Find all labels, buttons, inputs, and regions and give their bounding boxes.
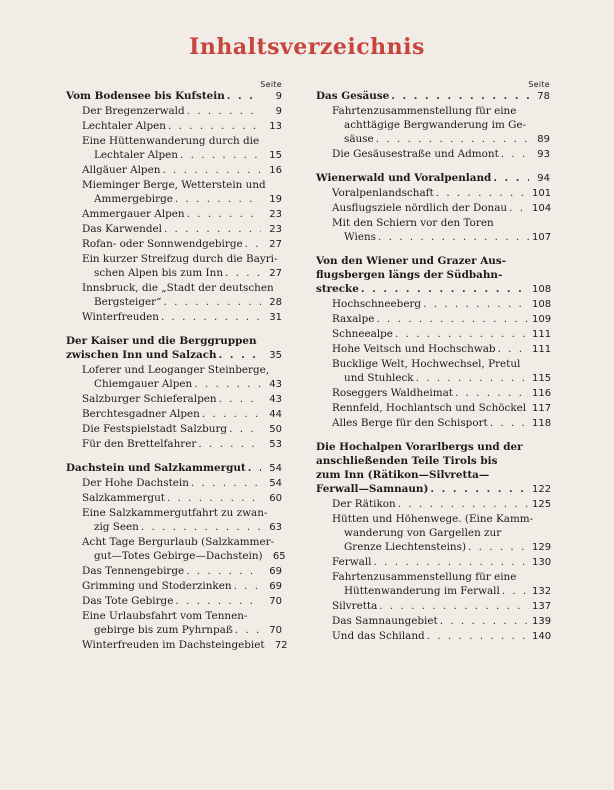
toc-entry-text: Ammergauer Alpen bbox=[82, 208, 185, 220]
toc-page-number: 111 bbox=[532, 329, 552, 340]
toc-entry bbox=[316, 371, 550, 386]
toc-entry-text: zig Seen bbox=[94, 521, 139, 533]
dot-leader bbox=[167, 491, 261, 505]
toc-entry-text: flugsbergen längs der Südbahn- bbox=[316, 269, 503, 281]
dot-leader bbox=[378, 230, 529, 244]
toc-entry-text: Der Hohe Dachstein bbox=[82, 477, 189, 489]
dot-leader bbox=[219, 348, 261, 362]
toc-entry-text: Lechtaler Alpen bbox=[82, 120, 166, 132]
toc-entry bbox=[66, 594, 282, 609]
toc-column-left bbox=[66, 80, 288, 653]
dot-leader bbox=[427, 629, 529, 643]
toc-page-number: 130 bbox=[532, 557, 552, 568]
toc-entry bbox=[316, 312, 550, 327]
toc-entry-text: Allgäuer Alpen bbox=[82, 164, 161, 176]
toc-page-number: 117 bbox=[532, 403, 552, 414]
toc-entry bbox=[66, 119, 282, 134]
toc-chapter-entry bbox=[316, 468, 550, 482]
toc-entry bbox=[66, 476, 282, 491]
toc-entry bbox=[316, 186, 550, 201]
toc-entry bbox=[66, 609, 282, 623]
toc-entry-text: achttägige Bergwanderung im Ge- bbox=[344, 119, 527, 131]
toc-chapter-entry bbox=[316, 254, 550, 268]
dot-leader bbox=[430, 482, 529, 496]
toc-entry-text: Wienerwald und Voralpenland bbox=[316, 172, 492, 184]
toc-entry bbox=[316, 629, 550, 644]
toc-entry-text: Chiemgauer Alpen bbox=[94, 378, 193, 390]
dot-leader bbox=[528, 401, 529, 415]
toc-chapter-entry bbox=[66, 348, 282, 363]
toc-entry-text: Grenze Liechtensteins) bbox=[344, 541, 466, 553]
dot-leader bbox=[502, 584, 529, 598]
toc-section bbox=[66, 334, 282, 452]
toc-entry-text: Eine Urlaubsfahrt vom Tennen- bbox=[82, 610, 248, 622]
dot-leader bbox=[202, 407, 261, 421]
page-column-label: Seite bbox=[260, 80, 282, 89]
toc-entry-text: Loferer und Leoganger Steinberge, bbox=[82, 364, 270, 376]
toc-entry-text: Das Gesäuse bbox=[316, 90, 390, 102]
toc-entry bbox=[66, 178, 282, 192]
toc-page-number: 9 bbox=[275, 91, 282, 102]
dot-leader bbox=[168, 119, 261, 133]
toc-section bbox=[316, 254, 550, 431]
toc-entry-text: Acht Tage Bergurlaub (Salzkammer- bbox=[82, 536, 275, 548]
toc-entry bbox=[66, 148, 282, 163]
toc-entry bbox=[66, 520, 282, 535]
toc-entry-text: Und das Schiland bbox=[332, 630, 425, 642]
toc-entry-text: Der Rätikon bbox=[332, 498, 396, 510]
dot-leader bbox=[376, 132, 529, 146]
toc-page-number: 137 bbox=[532, 601, 552, 612]
toc-entry-text: zwischen Inn und Salzach bbox=[66, 349, 217, 361]
toc-entry bbox=[66, 266, 282, 281]
toc-page-number: 23 bbox=[269, 209, 282, 220]
toc-entry-text: Mieminger Berge, Wetterstein und bbox=[82, 179, 266, 191]
toc-entry-text: schen Alpen bis zum Inn bbox=[94, 267, 224, 279]
toc-page-number: 122 bbox=[532, 484, 552, 495]
toc-page-number: 70 bbox=[269, 625, 282, 636]
toc-section bbox=[316, 171, 550, 245]
dot-leader bbox=[187, 104, 261, 118]
toc-entry-text: Fahrtenzusammenstellung für eine bbox=[332, 105, 517, 117]
toc-chapter-entry bbox=[316, 454, 550, 468]
toc-entry-text: Voralpenlandschaft bbox=[332, 187, 434, 199]
toc-entry bbox=[66, 207, 282, 222]
toc-entry bbox=[66, 437, 282, 452]
toc-entry-text: Dachstein und Salzkammergut bbox=[66, 462, 246, 474]
toc-page-number: 111 bbox=[532, 344, 552, 355]
toc-entry bbox=[66, 638, 288, 653]
toc-entry bbox=[316, 614, 550, 629]
toc-entry-text: Lechtaler Alpen bbox=[94, 149, 178, 161]
toc-entry bbox=[316, 401, 550, 416]
dot-leader bbox=[162, 163, 261, 177]
toc-page-number: 43 bbox=[269, 394, 282, 405]
toc-entry bbox=[66, 363, 282, 377]
dot-leader bbox=[163, 295, 261, 309]
dot-leader bbox=[376, 312, 529, 326]
toc-page-number: 63 bbox=[269, 522, 282, 533]
toc-entry bbox=[316, 570, 550, 584]
toc-entry-text: Innsbruck, die „Stadt der deutschen bbox=[82, 282, 274, 294]
dot-leader bbox=[234, 579, 261, 593]
toc-entry-text: Mit den Schiern vor den Toren bbox=[332, 217, 494, 229]
toc-page-number: 78 bbox=[537, 91, 550, 102]
toc-chapter-entry bbox=[316, 440, 550, 454]
toc-page-number: 44 bbox=[269, 409, 282, 420]
dot-leader bbox=[245, 237, 261, 251]
dot-leader bbox=[141, 520, 261, 534]
toc-entry bbox=[316, 584, 550, 599]
toc-page-number: 115 bbox=[532, 373, 552, 384]
toc-chapter-entry bbox=[66, 461, 282, 476]
toc-entry bbox=[316, 104, 550, 118]
dot-leader bbox=[379, 599, 529, 613]
dot-leader bbox=[374, 555, 530, 569]
dot-leader bbox=[180, 148, 261, 162]
dot-leader bbox=[227, 89, 261, 103]
toc-entry-text: Salzburger Schieferalpen bbox=[82, 393, 217, 405]
toc-entry bbox=[66, 392, 282, 407]
toc-page-number: 94 bbox=[537, 173, 550, 184]
toc-page-number: 132 bbox=[532, 586, 552, 597]
dot-leader bbox=[229, 422, 261, 436]
toc-entry-text: Vom Bodensee bis Kufstein bbox=[66, 90, 225, 102]
toc-entry bbox=[66, 491, 282, 506]
toc-entry-text: Hohe Veitsch und Hochschwab bbox=[332, 343, 496, 355]
toc-page-number: 69 bbox=[269, 581, 282, 592]
toc-entry bbox=[316, 357, 550, 371]
toc-page-number: 89 bbox=[537, 134, 550, 145]
toc-page-number: 118 bbox=[532, 418, 552, 429]
toc-page-number: 13 bbox=[269, 121, 282, 132]
dot-leader bbox=[391, 89, 529, 103]
dot-leader bbox=[175, 594, 261, 608]
toc-page-number: 54 bbox=[269, 478, 282, 489]
toc-entry bbox=[316, 118, 550, 132]
toc-entry bbox=[66, 623, 282, 638]
toc-page-number: 108 bbox=[532, 284, 552, 295]
toc-entry-text: Die Hochalpen Vorarlbergs und der bbox=[316, 441, 523, 453]
dot-leader bbox=[194, 377, 261, 391]
toc-page-number: 19 bbox=[269, 194, 282, 205]
toc-entry bbox=[66, 422, 282, 437]
toc-entry bbox=[66, 549, 286, 564]
toc-page-number: 35 bbox=[269, 350, 282, 361]
toc-entry bbox=[66, 377, 282, 392]
toc-page-number: 27 bbox=[269, 268, 282, 279]
toc-entry bbox=[66, 192, 282, 207]
toc-entry-text: Für den Brettelfahrer bbox=[82, 438, 197, 450]
toc-entry bbox=[316, 327, 550, 342]
toc-section bbox=[316, 440, 550, 644]
dot-leader bbox=[455, 386, 529, 400]
dot-leader bbox=[186, 564, 261, 578]
toc-entry-text: säuse bbox=[344, 133, 374, 145]
toc-page-number: 101 bbox=[532, 188, 552, 199]
dot-leader bbox=[395, 327, 529, 341]
toc-page-number: 93 bbox=[537, 149, 550, 160]
toc-entry bbox=[316, 416, 550, 431]
toc-page-number: 140 bbox=[532, 631, 552, 642]
toc-page-number: 9 bbox=[275, 106, 282, 117]
toc-entry bbox=[316, 555, 550, 570]
dot-leader bbox=[248, 461, 261, 475]
toc-entry-text: Hütten und Höhenwege. (Eine Kamm- bbox=[332, 513, 534, 525]
toc-entry-text: Die Festspielstadt Salzburg bbox=[82, 423, 228, 435]
toc-entry-text: Der Kaiser und die Berggruppen bbox=[66, 335, 257, 347]
toc-entry bbox=[316, 230, 550, 245]
dot-leader bbox=[187, 207, 261, 221]
toc-chapter-entry bbox=[316, 89, 550, 104]
toc-chapter-entry bbox=[66, 334, 282, 348]
toc-entry bbox=[66, 535, 282, 549]
dot-leader bbox=[440, 614, 529, 628]
toc-entry-text: Fahrtenzusammenstellung für eine bbox=[332, 571, 517, 583]
toc-page-number: 72 bbox=[274, 640, 288, 651]
toc-entry bbox=[316, 599, 550, 614]
toc-chapter-entry bbox=[316, 282, 550, 297]
toc-chapter-entry bbox=[66, 89, 282, 104]
toc-page-number: 60 bbox=[269, 493, 282, 504]
toc-page-number: 104 bbox=[532, 203, 552, 214]
toc-entry bbox=[66, 237, 282, 252]
toc-entry-text: zum Inn (Rätikon—Silvretta— bbox=[316, 469, 490, 481]
toc-page-number: 107 bbox=[532, 232, 552, 243]
toc-entry-text: Die Gesäusestraße und Admont bbox=[332, 148, 499, 160]
toc-page-number: 27 bbox=[269, 239, 282, 250]
toc-entry bbox=[66, 310, 282, 325]
toc-page-number: 16 bbox=[269, 165, 282, 176]
toc-entry-text: Alles Berge für den Schisport bbox=[332, 417, 488, 429]
toc-entry bbox=[316, 342, 550, 357]
toc-entry-text: Hüttenwanderung im Ferwall bbox=[344, 585, 500, 597]
toc-entry-text: Schneealpe bbox=[332, 328, 393, 340]
toc-entry-text: Rennfeld, Hochlantsch und Schöckel bbox=[332, 402, 527, 414]
toc-entry bbox=[66, 281, 282, 295]
toc-page-number: 129 bbox=[532, 542, 552, 553]
toc-entry bbox=[66, 407, 282, 422]
toc-entry-text: wanderung von Gargellen zur bbox=[344, 527, 502, 539]
toc-entry bbox=[316, 526, 550, 540]
toc-entry-text: gut—Totes Gebirge—Dachstein) bbox=[94, 550, 263, 562]
toc-entry-text: Eine Salzkammergutfahrt zu zwan- bbox=[82, 507, 268, 519]
dot-leader bbox=[191, 476, 261, 490]
toc-entry-text: Salzkammergut bbox=[82, 492, 165, 504]
dot-leader bbox=[501, 147, 529, 161]
page-title: Inhaltsverzeichnis bbox=[189, 34, 425, 60]
toc-entry-text: Von den Wiener und Grazer Aus- bbox=[316, 255, 507, 267]
toc-entry bbox=[316, 540, 550, 555]
toc-entry-text: Das Tote Gebirge bbox=[82, 595, 174, 607]
toc-entry bbox=[316, 512, 550, 526]
toc-page-number: 43 bbox=[269, 379, 282, 390]
toc-entry bbox=[66, 134, 282, 148]
toc-entry bbox=[66, 579, 282, 594]
toc-entry bbox=[66, 295, 282, 310]
toc-entry bbox=[66, 163, 282, 178]
toc-page-number: 65 bbox=[272, 551, 286, 562]
toc-page-number: 15 bbox=[269, 150, 282, 161]
dot-leader bbox=[509, 201, 529, 215]
toc-chapter-entry bbox=[316, 171, 550, 186]
toc-page-number: 23 bbox=[269, 224, 282, 235]
toc-section bbox=[66, 461, 288, 653]
toc-page-number: 109 bbox=[532, 314, 552, 325]
toc-page-number: 31 bbox=[269, 312, 282, 323]
toc-entry bbox=[66, 252, 282, 266]
toc-page-number: 139 bbox=[532, 616, 552, 627]
toc-entry-text: Hochschneeberg bbox=[332, 298, 422, 310]
toc-entry-text: Ammergebirge bbox=[94, 193, 173, 205]
toc-entry-text: anschließenden Teile Tirols bis bbox=[316, 455, 498, 467]
toc-page-number: 125 bbox=[532, 499, 552, 510]
toc-entry-text: Berchtesgadner Alpen bbox=[82, 408, 200, 420]
toc-section bbox=[316, 89, 550, 162]
toc-section bbox=[66, 89, 282, 325]
toc-page-number: 28 bbox=[269, 297, 282, 308]
toc-entry-text: gebirge bis zum Pyhrnpaß bbox=[94, 624, 233, 636]
page-column-label: Seite bbox=[528, 80, 550, 89]
toc-entry-text: Das Karwendel bbox=[82, 223, 162, 235]
toc-entry bbox=[316, 132, 550, 147]
toc-entry-text: Roseggers Waldheimat bbox=[332, 387, 453, 399]
dot-leader bbox=[423, 297, 529, 311]
dot-leader bbox=[490, 416, 529, 430]
toc-entry-text: Winterfreuden bbox=[82, 311, 159, 323]
toc-entry-text: Grimming und Stoderzinken bbox=[82, 580, 232, 592]
dot-leader bbox=[219, 392, 261, 406]
dot-leader bbox=[175, 192, 261, 206]
dot-leader bbox=[225, 266, 261, 280]
toc-entry bbox=[316, 386, 550, 401]
toc-entry-text: Ein kurzer Streifzug durch die Bayri- bbox=[82, 253, 278, 265]
toc-entry-text: Eine Hüttenwanderung durch die bbox=[82, 135, 260, 147]
toc-page-number: 69 bbox=[269, 566, 282, 577]
toc-entry bbox=[66, 222, 282, 237]
toc-page-number: 53 bbox=[269, 439, 282, 450]
toc-entry bbox=[316, 147, 550, 162]
toc-page-number: 50 bbox=[269, 424, 282, 435]
dot-leader bbox=[493, 171, 529, 185]
toc-entry-text: Winterfreuden im Dachsteingebiet bbox=[82, 639, 265, 651]
toc-entry-text: Ausflugsziele nördlich der Donau bbox=[332, 202, 508, 214]
dot-leader bbox=[235, 623, 261, 637]
toc-entry-text: Raxalpe bbox=[332, 313, 375, 325]
toc-entry-text: Bucklige Welt, Hochwechsel, Pretul bbox=[332, 358, 521, 370]
toc-entry bbox=[66, 104, 282, 119]
toc-entry-text: Das Tennengebirge bbox=[82, 565, 185, 577]
toc-chapter-entry bbox=[316, 482, 550, 497]
toc-page-number: 70 bbox=[269, 596, 282, 607]
toc-entry bbox=[316, 297, 550, 312]
dot-leader bbox=[161, 310, 261, 324]
toc-column-right bbox=[316, 80, 550, 644]
toc-entry-text: Ferwall bbox=[332, 556, 372, 568]
dot-leader bbox=[416, 371, 529, 385]
toc-entry bbox=[316, 497, 550, 512]
toc-page-number: 54 bbox=[269, 463, 282, 474]
toc-entry-text: Ferwall—Samnaun) bbox=[316, 483, 429, 495]
toc-entry-text: Der Bregenzerwald bbox=[82, 105, 185, 117]
toc-entry-text: Das Samnaungebiet bbox=[332, 615, 438, 627]
dot-leader bbox=[498, 342, 529, 356]
toc-page-number: 116 bbox=[532, 388, 552, 399]
toc-entry-text: Wiens bbox=[344, 231, 376, 243]
dot-leader bbox=[164, 222, 261, 236]
toc-page-number: 108 bbox=[532, 299, 552, 310]
dot-leader bbox=[198, 437, 261, 451]
toc-entry bbox=[316, 216, 550, 230]
toc-entry-text: und Stuhleck bbox=[344, 372, 414, 384]
toc-chapter-entry bbox=[316, 268, 550, 282]
toc-entry-text: Bergsteiger“ bbox=[94, 296, 162, 308]
toc-entry bbox=[66, 506, 282, 520]
toc-entry bbox=[316, 201, 550, 216]
dot-leader bbox=[398, 497, 529, 511]
toc-entry-text: strecke bbox=[316, 283, 359, 295]
toc-entry-text: Silvretta bbox=[332, 600, 378, 612]
toc-entry-text: Rofan- oder Sonnwendgebirge bbox=[82, 238, 243, 250]
dot-leader bbox=[361, 282, 529, 296]
dot-leader bbox=[468, 540, 529, 554]
dot-leader bbox=[436, 186, 529, 200]
toc-entry bbox=[66, 564, 282, 579]
